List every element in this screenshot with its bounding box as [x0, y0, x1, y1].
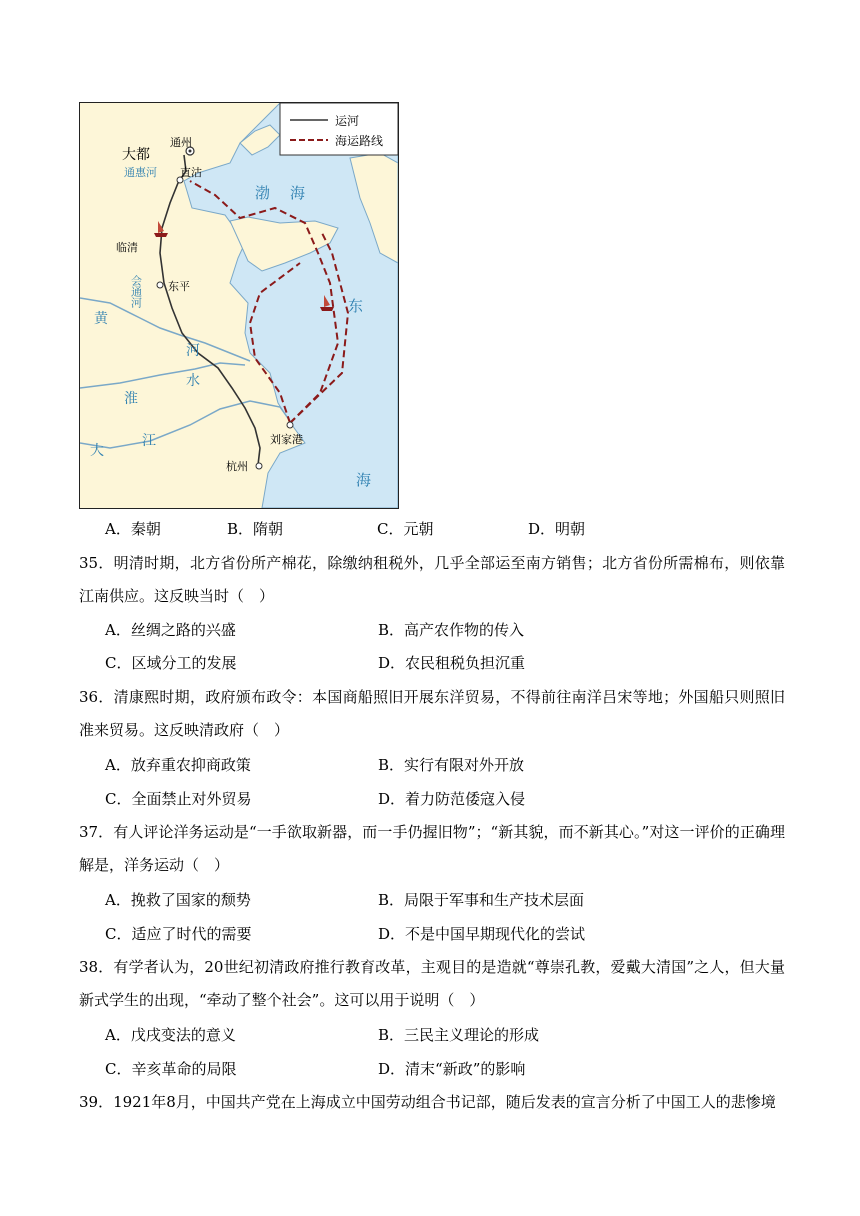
question-35 [79, 547, 785, 613]
ship-icon-1 [154, 221, 168, 237]
dongping-marker [157, 282, 163, 288]
hangzhou-marker [256, 463, 262, 469]
q36-option-b: B．实行有限对外开放 [378, 756, 525, 774]
route-legend-label: 海运路线 [335, 134, 384, 148]
q38-option-b: B．三民主义理论的形成 [378, 1026, 540, 1044]
tongzhou-label: 通州 [170, 136, 192, 149]
bohai-label-1: 渤 [255, 184, 271, 202]
q35-option-b: B．高产农作物的传入 [378, 621, 525, 639]
bohai-label-2: 海 [290, 184, 306, 202]
dongping-label: 东平 [168, 280, 190, 293]
q34-options [105, 518, 805, 538]
question-stem: 39．1921年8月，中国共产党在上海成立中国劳动组合书记部，随后发表的宣言分析了中国工人的悲惨境 [79, 1093, 776, 1111]
question-36 [79, 681, 785, 747]
huaishui-label-1: 淮 [124, 391, 138, 407]
q38-option-c: C．辛亥革命的局限 [105, 1060, 237, 1078]
q36-option-a: A．放弃重农抑商政策 [105, 756, 251, 774]
liujiagang-marker [287, 422, 293, 428]
question-stem: 36．清康熙时期，政府颁布政令：本国商船照旧开展东洋贸易，不得前往南洋吕宋等地；外国船只则照旧准来贸易。这反映清政府（ ） [79, 688, 785, 739]
huitong-label: 会通河 [129, 275, 143, 308]
route-map [79, 102, 399, 509]
donghai-label-1: 东 [348, 297, 364, 315]
donghai-label-2: 海 [356, 471, 372, 489]
q37-option-a: A．挽救了国家的颓势 [105, 891, 251, 909]
q35-option-d: D．农民租税负担沉重 [378, 654, 526, 672]
q37-option-d: D．不是中国早期现代化的尝试 [378, 925, 586, 943]
q36-option-d: D．着力防范倭寇入侵 [378, 790, 526, 808]
q34-option-c: C．元朝 [377, 520, 434, 538]
liujiagang-label: 刘家港 [270, 433, 303, 446]
question-39 [79, 1086, 785, 1119]
linqing-label: 临清 [116, 241, 138, 254]
question-stem: 37．有人评论洋务运动是“一手欲取新器，而一手仍握旧物”；“新其貌，而不新其心。”对这一评价的正确理解是，洋务运动（ ） [79, 823, 785, 874]
yellow-river [80, 298, 250, 361]
huanghe-label-1: 黄 [94, 311, 108, 327]
huai-river [80, 363, 245, 388]
question-37 [79, 816, 785, 882]
huanghe-label-2: 河 [186, 343, 200, 359]
q35-option-c: C．区域分工的发展 [105, 654, 237, 672]
q37-option-c: C．适应了时代的需要 [105, 925, 252, 943]
question-stem: 35．明清时期，北方省份所产棉花，除缴纳租税外，几乎全部运至南方销售；北方省份所需棉布，则依靠江南供应。这反映当时（ ） [79, 554, 785, 605]
hangzhou-label: 杭州 [226, 460, 248, 473]
dadu-label: 大都 [122, 147, 150, 163]
q38-option-a: A．戊戌变法的意义 [105, 1026, 236, 1044]
changjiang-label-2: 江 [142, 433, 156, 449]
tonghui-label: 通惠河 [124, 166, 157, 179]
huaishui-label-2: 水 [186, 373, 200, 389]
zhigu-label: 直沽 [180, 166, 202, 179]
question-38 [79, 951, 785, 1017]
q34-option-d: D．明朝 [528, 520, 586, 538]
q34-option-a: A．秦朝 [105, 520, 161, 538]
canal-legend-label: 运河 [335, 114, 360, 128]
q36-option-c: C．全面禁止对外贸易 [105, 790, 252, 808]
changjiang-label-1: 大 [90, 443, 104, 459]
q37-option-b: B．局限于军事和生产技术层面 [378, 891, 585, 909]
q35-option-a: A．丝绸之路的兴盛 [105, 621, 236, 639]
question-stem: 38．有学者认为，20世纪初清政府推行教育改革，主观目的是造就“尊崇孔教，爱戴大清国”之人，但大量新式学生的出现，“牵动了整个社会”。这可以用于说明（ ） [79, 958, 785, 1009]
q34-option-b: B．隋朝 [227, 520, 284, 538]
q38-option-d: D．清末“新政”的影响 [378, 1060, 526, 1078]
